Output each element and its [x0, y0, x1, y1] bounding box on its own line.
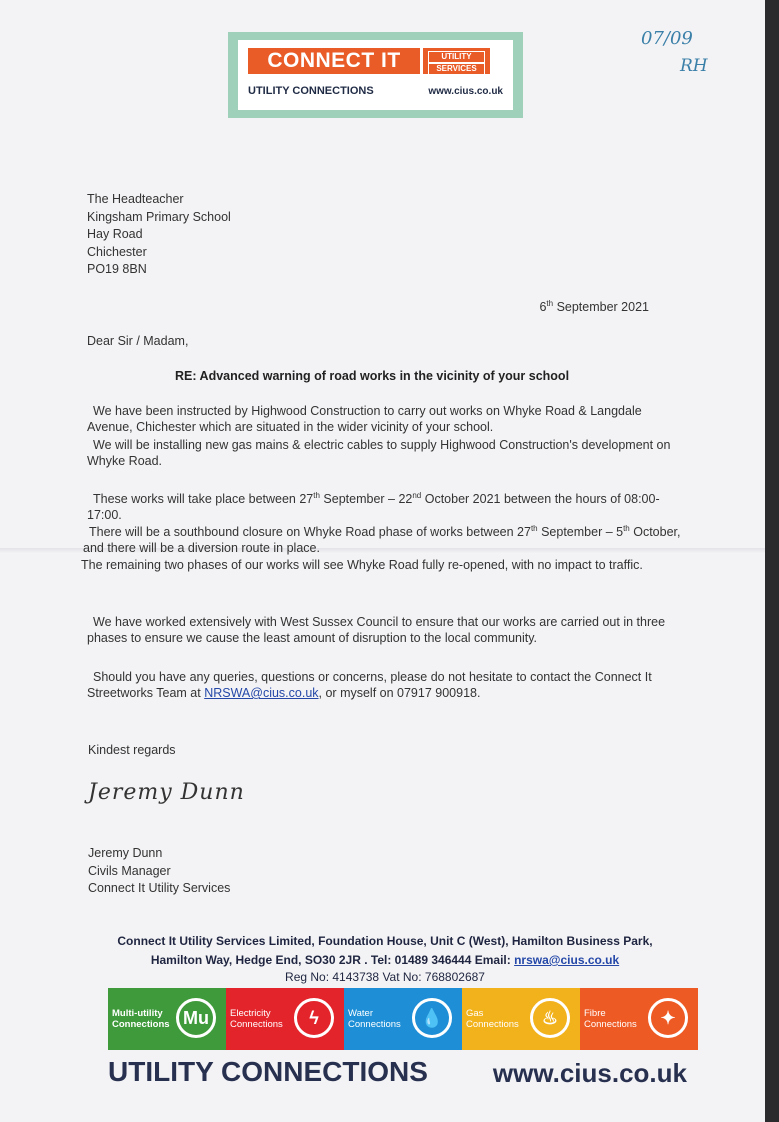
service-icon: Mu: [176, 998, 216, 1038]
service-tile-label: Gas Connections: [466, 1008, 519, 1030]
service-tile-label: Water Connections: [348, 1008, 401, 1030]
recipient-address: The Headteacher Kingsham Primary School Hay Road Chichester PO19 8BN: [87, 192, 231, 276]
footer-url: www.cius.co.uk: [492, 1058, 687, 1088]
service-tile: [344, 988, 462, 1050]
body-paragraph: We will be installing new gas mains & electric cables to supply Highwood Construction's development on Whyke Road.: [87, 438, 671, 468]
salutation: Dear Sir / Madam,: [87, 334, 189, 348]
service-icon: ♨: [530, 998, 570, 1038]
handwritten-initials: RH: [680, 56, 708, 76]
logo-url: www.cius.co.uk: [428, 86, 503, 97]
signature: Jeremy Dunn: [88, 780, 245, 805]
body-paragraph: These works will take place between 27th September – 22nd October 2021 between the hours of 08:00-17:00.: [87, 491, 660, 523]
body-paragraph: Should you have any queries, questions or concerns, please do not hesitate to contact the Connect It Streetworks Team at NRSWA@cius.co.uk, or myself on 07917 900918.: [87, 670, 652, 700]
service-tile: [226, 988, 344, 1050]
body-paragraph: There will be a southbound closure on Whyke Road phase of works between 27th September – 5th October, and there will be a diversion route in place.: [83, 524, 681, 556]
email-link[interactable]: NRSWA@cius.co.uk: [204, 686, 319, 700]
logo-brand: CONNECT IT: [248, 48, 420, 74]
logo-badge: UTILITY SERVICES: [423, 48, 490, 74]
letter-date: 6th September 2021: [539, 299, 649, 315]
footer-tagline: UTILITY CONNECTIONS: [108, 1056, 428, 1087]
registration-info: Reg No: 4143738 Vat No: 768802687: [285, 970, 485, 984]
service-icon: ϟ: [294, 998, 334, 1038]
signer-block: Jeremy Dunn Civils Manager Connect It Utility Services: [88, 846, 231, 895]
footer-email-link[interactable]: nrswa@cius.co.uk: [514, 953, 620, 967]
footer-address: Connect It Utility Services Limited, Foundation House, Unit C (West), Hamilton Business Park, Hamilton Way, Hedge End, SO30 2JR . Tel: 01489 346444 Email: nrswa@cius.co.uk Reg No: 4143738 Vat No: 768802687: [100, 932, 670, 984]
handwritten-date: 07/09: [641, 28, 693, 49]
service-tile-label: Multi-utility Connections: [112, 1008, 170, 1030]
body-paragraph: The remaining two phases of our works will see Whyke Road fully re-opened, with no impact to traffic.: [81, 558, 643, 572]
body-paragraph: We have worked extensively with West Sussex Council to ensure that our works are carried out in three phases to ensure we cause the least amount of disruption to the local community.: [87, 615, 666, 645]
closing: Kindest regards: [88, 743, 176, 757]
logo-subtitle: UTILITY CONNECTIONS: [248, 85, 374, 97]
service-tile-label: Fibre Connections: [584, 1008, 637, 1030]
service-tile: [580, 988, 698, 1050]
service-icon: 💧: [412, 998, 452, 1038]
service-tiles: [108, 988, 698, 1050]
service-icon: ✦: [648, 998, 688, 1038]
service-tile-label: Electricity Connections: [230, 1008, 283, 1030]
service-tile: [108, 988, 226, 1050]
company-logo: [228, 32, 523, 118]
subject-line: RE: Advanced warning of road works in the vicinity of your school: [175, 369, 570, 383]
service-tile: [462, 988, 580, 1050]
body-paragraph: We have been instructed by Highwood Construction to carry out works on Whyke Road & Langdale Avenue, Chichester which are situated in the wider vicinity of your school.: [87, 404, 642, 434]
